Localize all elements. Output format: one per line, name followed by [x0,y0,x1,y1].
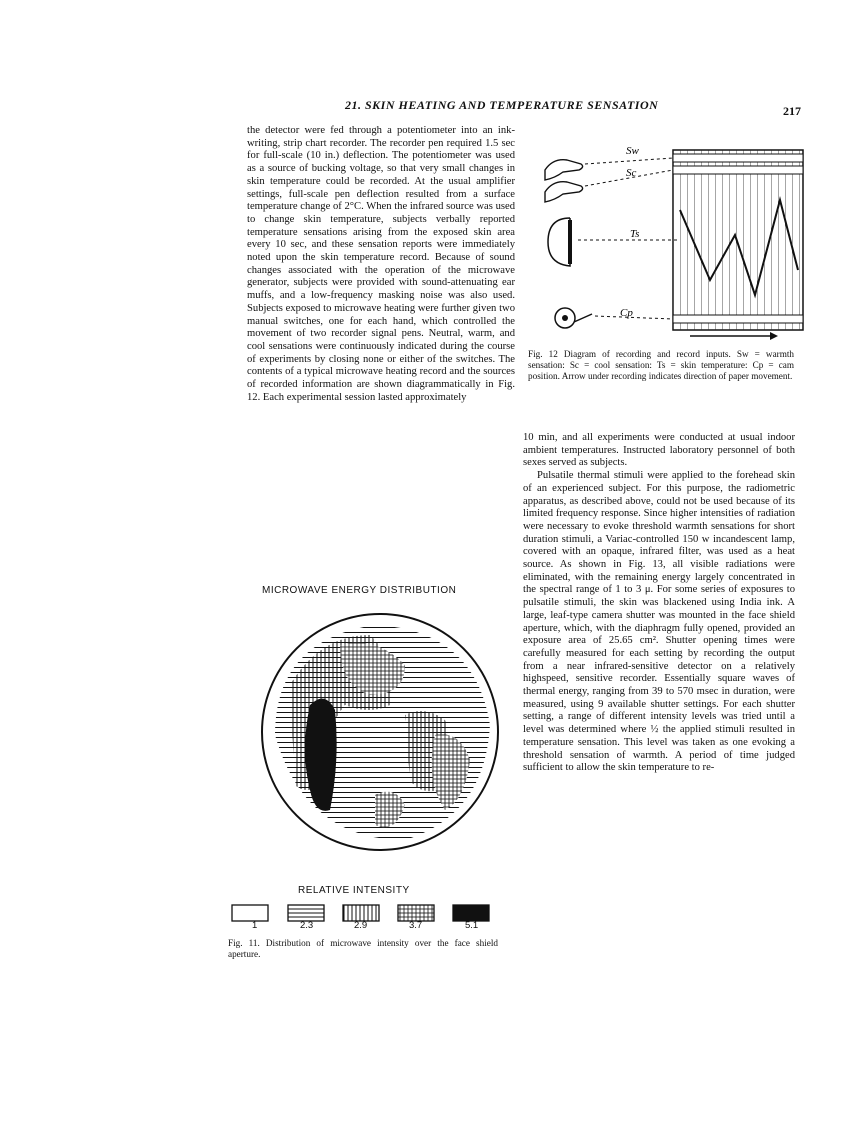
legend-value-3: 2.9 [354,920,368,931]
hand-icon [545,160,583,180]
legend-value-1: 1 [252,920,258,931]
running-title: 21. SKIN HEATING AND TEMPERATURE SENSATION [345,98,659,112]
right-column-text [523,432,795,775]
legend-swatch-5 [453,905,489,921]
legend-value-5: 5.1 [465,920,479,931]
legend-swatch-2 [288,905,324,921]
paragraph: the detector were fed through a potentiometer into an ink-writing, strip chart recorder. The recorder pen required 1.5 sec for full-scale (10 in.) deflection. The potentiometer was used as a source of bucking voltage, so that very small changes in skin temperature could be recorded. At the usual amplifier settings, full-scale pen deflection resulted from a surface temperature change of 2°C. When the infrared source was used to change skin temperature, subjects verbally reported temperature sensations arising from the exposed skin area every 10 sec, and these sensation reports were immediately noted upon the skin temperature record. Because of sound changes associated with the operation of the microwave generator, subjects were provided with sound-attenuating ear muffs, and a low-frequency masking noise was also used. Subjects exposed to microwave heating were further given two manual switches, one for each hand, which controlled the movement of two recorder signal pens. Neutral, warm, and cool sensations were continuously indicated during the course of experiments by closing none or either of the switches. The contents of a typical microwave heating record and the sources of recorded information are shown diagrammatically in Fig. 12. Each experimental session lasted approximately [247,125,515,403]
fig11-diagram [255,605,505,855]
page-number: 217 [783,104,801,118]
fig11-title: MICROWAVE ENERGY DISTRIBUTION [262,585,457,596]
hand-icon [545,182,583,202]
legend-swatch-3 [343,905,379,921]
left-column-text [247,125,515,404]
label-cp: Cp [620,307,633,319]
legend-value-2: 2.3 [300,920,314,931]
legend-swatch-4 [398,905,434,921]
legend-value-4: 3.7 [409,920,423,931]
fig12-diagram [540,140,810,340]
fig12-caption: Fig. 12 Diagram of recording and record inputs. Sw = warmth sensation: Sc = cool sensation: Ts = skin temperature: Cp = cam position. Arrow under recording indicates direction of paper movement. [528,349,794,381]
fig11-caption: Fig. 11. Distribution of microwave intensity over the face shield aperture. [228,938,498,959]
paragraph: Pulsatile thermal stimuli were applied to the forehead skin of an experienced subject. For this purpose, the radiometric apparatus, as described above, could not be used because of its limited frequency response. Since higher intensities of radiation were necessary to evoke threshold warmth sensations for short duration stimuli, a Variac-controlled 150 w incandescent lamp, covered with an opaque, infrared filter, was used as a heat source. As shown in Fig. 13, all visible radiations were eliminated, with the remaining energy largely concentrated in the spectral range of 1 to 3 μ. For some series of exposures to pulsatile stimuli, the skin was blackened using India ink. A large, leaf-type camera shutter was mounted in the face shield aperture, which, with the diaphragm fully opened, provided an exposure area of 25.65 cm². Shutter opening times were carefully measured for each setting by recording the output from a near infrared-sensitive detector on a relatively highspeed, sensitive recorder. Essentially square waves of thermal energy, ranging from 39 to 570 msec in duration, were measured, using 9 available shutter settings. For each shutter setting, a range of different intensity levels was tried until a level was determined where ½ the applied stimuli resulted in temperature sensation. This level was taken as one evoking a threshold sensation of warmth. A period of time judged sufficient to allow the skin temperature to re- [523,470,795,774]
label-ts: Ts [630,228,640,240]
paragraph: 10 min, and all experiments were conducted at usual indoor ambient temperatures. Instructed laboratory personnel of both sexes served as subjects. [523,432,795,469]
legend-swatch-1 [232,905,268,921]
label-sw: Sw [626,145,639,157]
head-icon [548,218,570,266]
label-sc: Sc [626,167,637,179]
legend-title: RELATIVE INTENSITY [298,885,410,896]
